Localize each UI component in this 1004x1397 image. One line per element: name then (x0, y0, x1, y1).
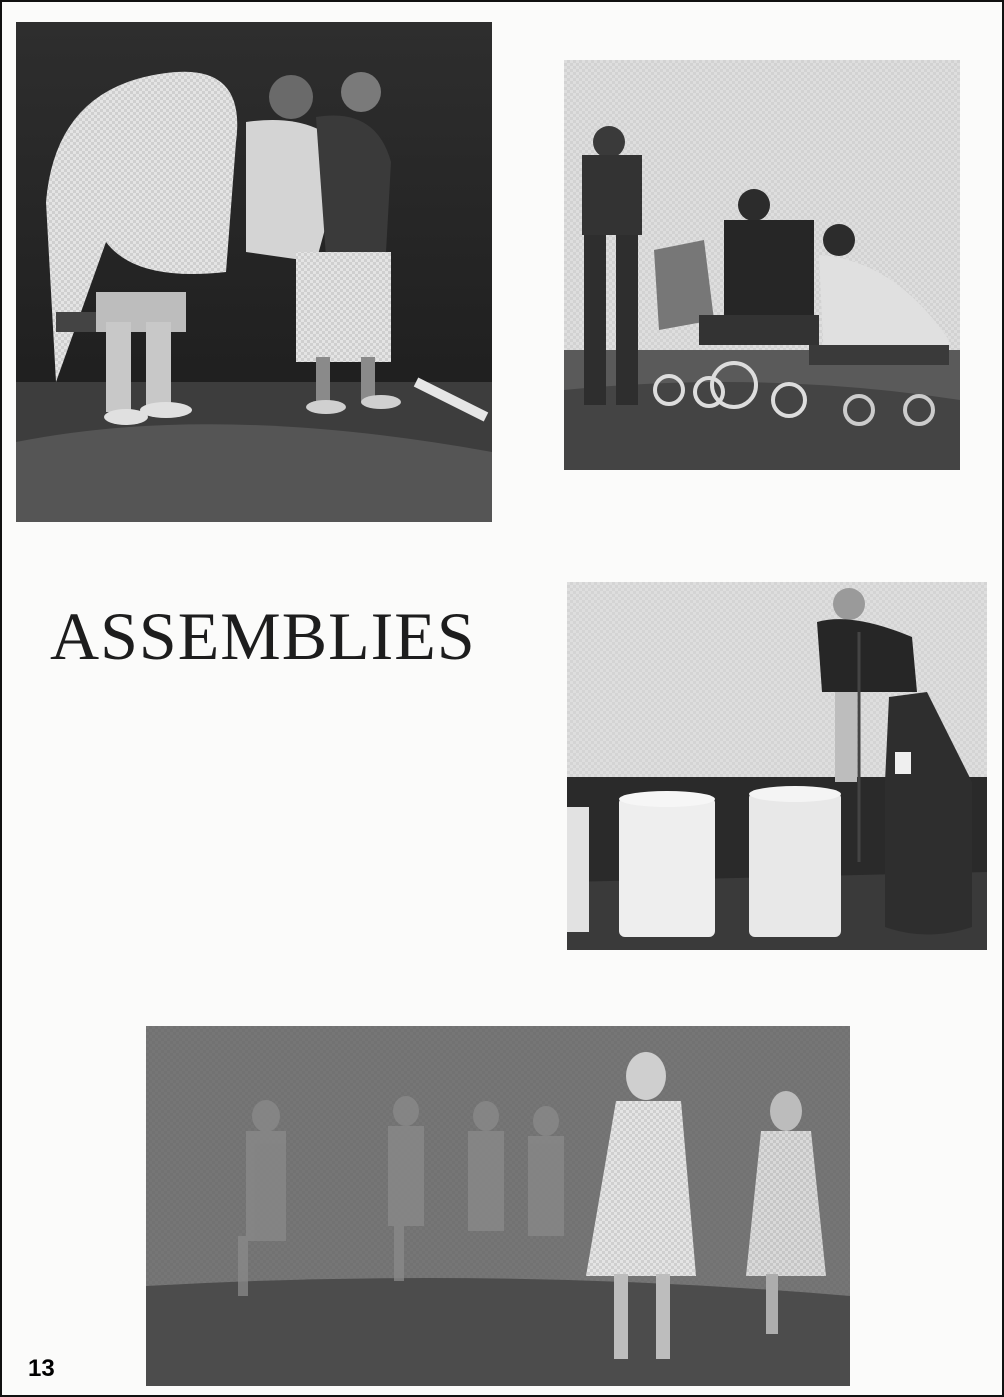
stage-skit-photo (16, 22, 492, 522)
tricycle-race-photo (564, 60, 960, 470)
page-number: 13 (28, 1355, 55, 1382)
donation-cans-photo (567, 582, 987, 950)
page-title: ASSEMBLIES (50, 598, 476, 674)
dancers-photo (146, 1026, 850, 1386)
